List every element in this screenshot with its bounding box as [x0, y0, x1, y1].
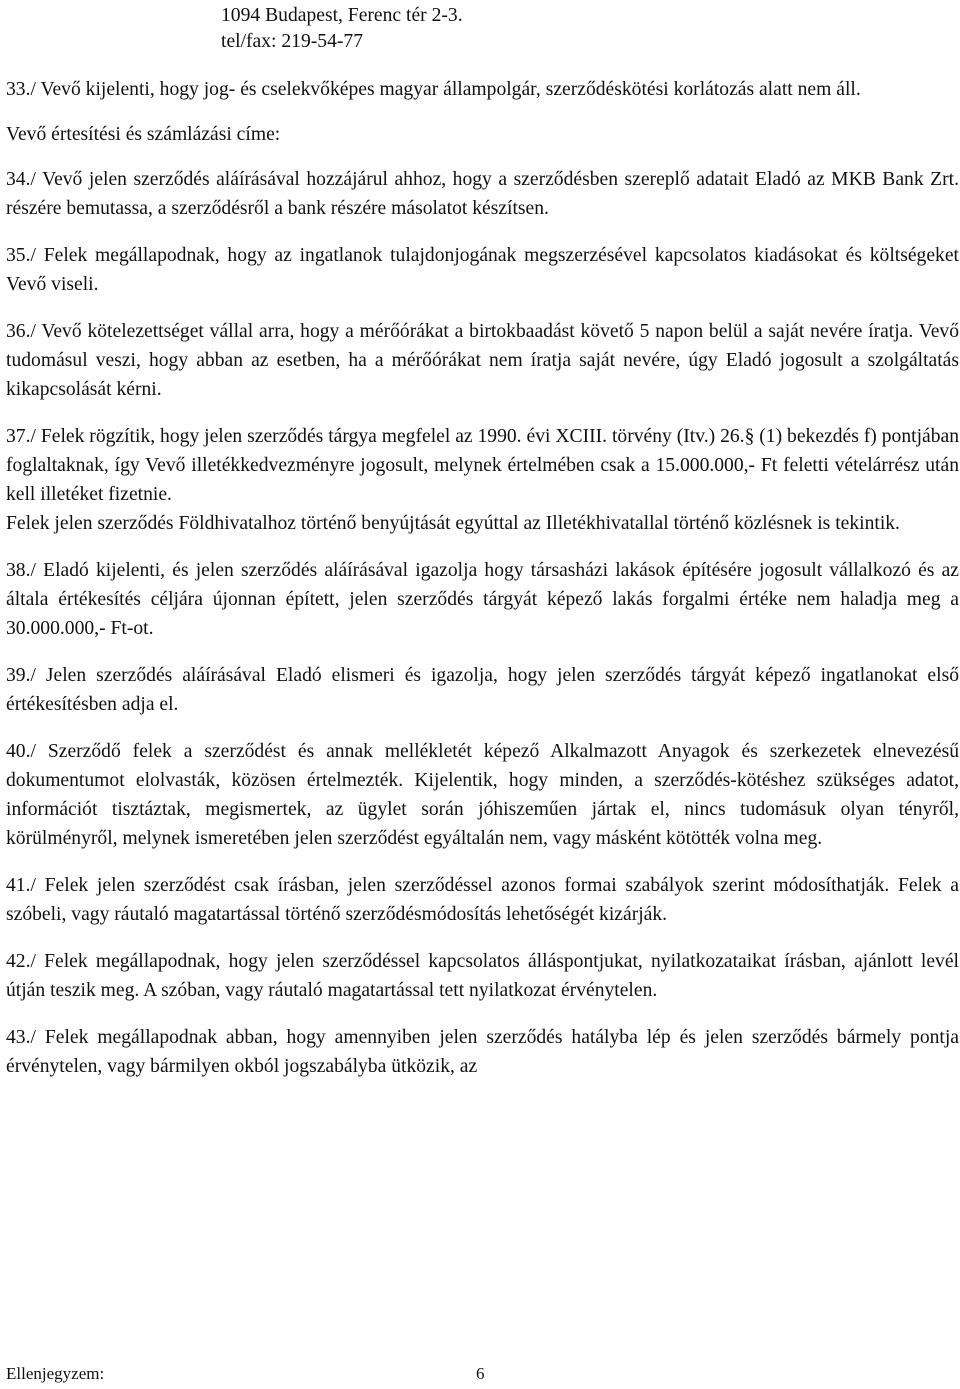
paragraph-39: 39./ Jelen szerződés aláírásával Eladó elismeri és igazolja, hogy jelen szerződés tárgyát képező ingatlanokat első értékesítésben adja el.: [6, 665, 959, 715]
page-number: 6: [476, 1364, 485, 1383]
paragraph-43: 43./ Felek megállapodnak abban, hogy amennyiben jelen szerződés hatályba lép és jelen szerződés bármely pontja érvénytelen, vagy bármilyen okból jogszabályba ütközik, az: [6, 1027, 959, 1077]
paragraph-37: 37./ Felek rögzítik, hogy jelen szerződés tárgya megfelel az 1990. évi XCIII. törvény (Itv.) 26.§ (1) bekezdés f) pontjában foglaltaknak, így Vevő illetékkedvezményre jogosult, melynek értelmében csak a 15.000.000,- Ft feletti vételárrész után kell illetéket fizetnie.: [6, 426, 959, 505]
paragraph-37-continued: Felek jelen szerződés Földhivatalhoz történő benyújtását egyúttal az Illetékhivatallal történő közlésnek is tekintik.: [6, 513, 900, 534]
paragraph-41: 41./ Felek jelen szerződést csak írásban, jelen szerződéssel azonos formai szabályok szerint módosíthatják. Felek a szóbeli, vagy ráutaló magatartással történő szerződésmódosítás lehetőségét kizárják.: [6, 875, 959, 925]
paragraph-36: 36./ Vevő kötelezettséget vállal arra, hogy a mérőórákat a birtokbaadást követő 5 napon belül a saját nevére íratja. Vevő tudomásul veszi, hogy abban az esetben, ha a mérőórákat nem íratja saját nevére, úgy Eladó jogosult a szolgáltatás kikapcsolását kérni.: [6, 321, 959, 400]
paragraph-33: 33./ Vevő kijelenti, hogy jog- és cselekvőképes magyar állampolgár, szerződéskötési korlátozás alatt nem áll.: [6, 79, 861, 100]
document-body: [6, 75, 959, 1081]
paragraph-35: 35./ Felek megállapodnak, hogy az ingatlanok tulajdonjogának megszerzésével kapcsolatos kiadásokat és költségeket Vevő viseli.: [6, 245, 959, 295]
page-footer: [6, 1364, 506, 1384]
countersign-label: Ellenjegyzem:: [6, 1364, 105, 1383]
address-label: Vevő értesítési és számlázási címe:: [6, 124, 281, 145]
paragraph-42: 42./ Felek megállapodnak, hogy jelen szerződéssel kapcsolatos álláspontjukat, nyilatkozataikat írásban, ajánlott levél útján teszik meg. A szóban, vagy ráutaló magatartással tett nyilatkozat érvénytelen.: [6, 951, 959, 1001]
header-address: 1094 Budapest, Ferenc tér 2-3.: [221, 5, 463, 26]
letterhead: [221, 3, 463, 55]
paragraph-34: 34./ Vevő jelen szerződés aláírásával hozzájárul ahhoz, hogy a szerződésben szereplő adatait Eladó az MKB Bank Zrt. részére bemutassa, a szerződésről a bank részére másolatot készítsen.: [6, 169, 959, 219]
paragraph-40: 40./ Szerződő felek a szerződést és annak mellékletét képező Alkalmazott Anyagok és szerkezetek elnevezésű dokumentumot elolvasták, közösen értelmezték. Kijelentik, hogy minden, a szerződés-kötéshez szükséges adatot, információt tisztáztak, megismertek, az ügylet során jóhiszeműen jártak el, nincs tudomásuk olyan tényről, körülményről, melynek ismeretében jelen szerződést egyáltalán nem, vagy másként kötötték volna meg.: [6, 741, 959, 849]
paragraph-38: 38./ Eladó kijelenti, és jelen szerződés aláírásával igazolja hogy társasházi lakások építésére jogosult vállalkozó és az általa értékesítés céljára újonnan épített, jelen szerződés tárgyát képező lakás forgalmi értéke nem haladja meg a 30.000.000,- Ft-ot.: [6, 560, 959, 639]
header-phone: tel/fax: 219-54-77: [221, 31, 364, 52]
